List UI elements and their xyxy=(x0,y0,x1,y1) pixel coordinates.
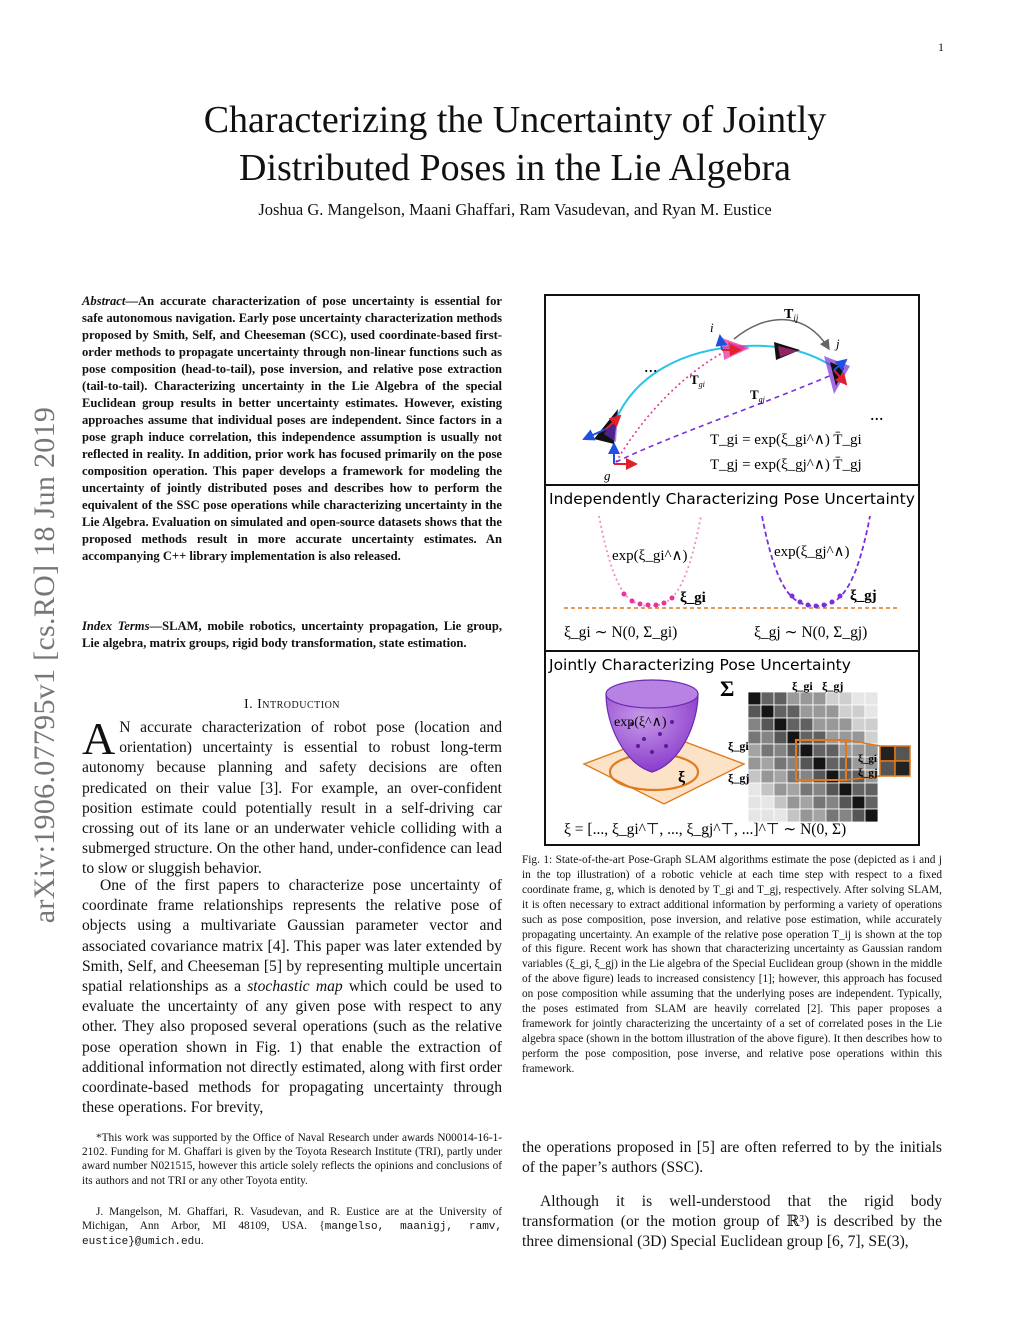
covariance-cell xyxy=(774,783,787,796)
covariance-cell xyxy=(800,718,813,731)
section-number: I. xyxy=(243,697,258,712)
covariance-cell xyxy=(787,770,800,783)
label-Tgi: $T_{gi}$ xyxy=(690,372,705,389)
covariance-cell xyxy=(826,731,839,744)
covariance-cell xyxy=(826,770,839,783)
covariance-cell xyxy=(800,757,813,770)
xi-gi-label: ξ_gi xyxy=(680,590,706,606)
sigma-label: Σ xyxy=(720,676,735,701)
index-terms-text: —SLAM, mobile robotics, uncertainty propagation, Lie group, Lie algebra, matrix groups, rigid body transformation, state estimation. xyxy=(82,619,502,650)
covariance-cell xyxy=(813,783,826,796)
exp-gj: exp(ξ_gj^∧) xyxy=(774,544,850,560)
covariance-cell xyxy=(839,705,852,718)
covariance-cell xyxy=(787,718,800,731)
covariance-cell xyxy=(852,705,865,718)
covariance-cell xyxy=(839,718,852,731)
covariance-cell xyxy=(839,783,852,796)
covariance-cell xyxy=(800,770,813,783)
covariance-cell xyxy=(800,796,813,809)
index-terms xyxy=(82,618,502,652)
footnote-affiliation-end: . xyxy=(200,1235,204,1248)
covariance-cell xyxy=(813,757,826,770)
figure-caption: Fig. 1: State-of-the-art Pose-Graph SLAM algorithms estimate the pose (depicted as i and j in the top illustration) of a robotic vehicle at each time step with respect to a fixed coordinate frame, g, which is denoted by T_gi and T_gj, respectively. After solving SLAM, it is often necessary to extract additional information by performing a variety of operations such as pose composition, pose inversion, and relative pose estimation, while accurately propagating uncertainty. An example of the relative pose operation T_ij is shown at the top of this figure. Recent work has shown that characterizing uncertainty as Gaussian random variables (ξ_gi, ξ_gj) in the Lie algebra of the Special Euclidean group (shown in the middle of the above figure) leads to increased consistency [1]; however, this approach has focused on pose composition while assuming that the underlying poses are independent. Typically, the poses estimated from SLAM are heavily correlated [2]. This paper proposes a framework for jointly characterizing the uncertainty of a set of correlated poses in the Lie algebra space (shown in the bottom illustration of the above figure). It then describes how to perform the pose composition, pose inverse, and relative pose operations within this framework. xyxy=(522,854,942,1075)
covariance-cell xyxy=(774,744,787,757)
covariance-cell xyxy=(787,692,800,705)
covariance-cell xyxy=(800,744,813,757)
covariance-cell xyxy=(800,705,813,718)
samples-gj xyxy=(790,594,843,609)
covariance-cell xyxy=(748,770,761,783)
covariance-cell xyxy=(813,692,826,705)
abstract-text: —An accurate characterization of pose uncertainty is essential for safe autonomous navigation. Early pose uncertainty characterization methods proposed by Smith, Self, and Cheeseman (SCC), used coordinate-based first-order methods to propagate uncertainty through non-linear functions such as pose composition (head-to-tail), pose inversion, and relative pose extraction (tail-to-tail). Characterizing uncertainty in the Lie Algebra of the special Euclidean group results in better uncertainty estimates. However, existing approaches assume that individual poses are independent. Since factors in a pose graph induce correlation, this independence assumption is usually not reflected in reality. In addition, prior work has focused primarily on the pose composition operation. This paper develops a framework for modeling the uncertainty of jointly distributed poses and describes how to perform the equivalent of the SSC pose operations while characterizing uncertainty in the Lie Algebra. Evaluation on simulated and open-source datasets shows that the proposed methods result in more accurate uncertainty estimates. An accompanying C++ library implementation is also released. xyxy=(82,294,502,563)
covariance-cell xyxy=(774,796,787,809)
covariance-cell xyxy=(800,731,813,744)
samples-gi xyxy=(622,592,675,608)
label-j: j xyxy=(836,336,840,351)
covariance-cell xyxy=(852,692,865,705)
covariance-cell xyxy=(826,757,839,770)
covariance-cell xyxy=(800,692,813,705)
bowl-rim xyxy=(606,680,698,708)
covariance-cell xyxy=(787,731,800,744)
covariance-cell xyxy=(761,705,774,718)
covariance-cell xyxy=(865,731,878,744)
covariance-cell xyxy=(839,692,852,705)
covariance-cell xyxy=(774,757,787,770)
intro-paragraph-2 xyxy=(82,876,502,1118)
covariance-cell xyxy=(865,796,878,809)
intro-p2-part-a: One of the first papers to characterize pose uncertainty of coordinate frame relationships represents the relative pose of objects using a multivariate Gaussian parameter vector and associated covariance matrix [4]. This paper was later extended by Smith, Self, and Cheeseman [5] by representing multiple uncertain spatial relationships as a xyxy=(82,877,502,996)
footnote-affiliation-text: J. Mangelson, M. Ghaffari, R. Vasudevan, and R. Eustice are at the University of Michigan, Ann Arbor, MI 48109, USA. { xyxy=(82,1206,502,1233)
zoom-label-gj: ξ_gj xyxy=(858,767,878,779)
paper-title xyxy=(120,96,910,192)
covariance-cell xyxy=(748,757,761,770)
path-Tgj xyxy=(616,374,834,462)
covariance-cell xyxy=(852,783,865,796)
panel-middle-title: Independently Characterizing Pose Uncertainty xyxy=(549,490,915,508)
covariance-cell xyxy=(826,718,839,731)
col-label-gi: ξ_gi xyxy=(792,679,813,693)
arxiv-stamp-text: arXiv:1906.07795v1 [cs.RO] 18 Jun 2019 xyxy=(28,406,61,924)
zoom-cell-3 xyxy=(880,761,895,776)
covariance-cell xyxy=(748,692,761,705)
index-terms-label: Index Terms xyxy=(82,619,150,633)
covariance-cell xyxy=(852,796,865,809)
path-Tgi xyxy=(616,352,724,462)
intro-p2-part-b: which could be used to evaluate the uncertainty of any given pose with respect to any other. They also proposed several operations (such as the relative pose operation shown in Fig. 1) that enable the extraction of additional information not directly estimated, along with first order coordinate-based methods for propagating uncertainty through these operations. For brevity, xyxy=(82,978,502,1117)
covariance-cell xyxy=(852,809,865,822)
covariance-cell xyxy=(865,705,878,718)
label-g: g xyxy=(604,468,611,483)
covariance-cell xyxy=(761,744,774,757)
covariance-cell xyxy=(826,744,839,757)
panel-bottom-title: Jointly Characterizing Pose Uncertainty xyxy=(549,656,851,674)
abstract-label: Abstract xyxy=(82,294,126,308)
covariance-cell xyxy=(748,705,761,718)
covariance-cell xyxy=(865,783,878,796)
covariance-cell xyxy=(813,770,826,783)
label-Tgj: $T_{gj}$ xyxy=(750,387,765,404)
exp-xi: exp(ξ^∧) xyxy=(614,715,667,730)
right-paragraph-2: Although it is well-understood that the rigid body transformation (or the motion group of ℝ³) is described by the three dimensional (3D) Special Euclidean group [6, 7], SE(3), xyxy=(522,1193,942,1251)
right-paragraph-1: the operations proposed in [5] are often referred to by the initials of the paper’s authors (SSC). xyxy=(522,1139,942,1177)
abstract xyxy=(82,293,502,565)
covariance-cell xyxy=(761,796,774,809)
covariance-cell xyxy=(774,731,787,744)
dist-gj: ξ_gj ∼ N(0, Σ_gj) xyxy=(754,624,868,641)
exp-gi: exp(ξ_gi^∧) xyxy=(612,548,688,564)
covariance-cell xyxy=(774,705,787,718)
covariance-cell xyxy=(813,744,826,757)
col-label-gj: ξ_gj xyxy=(822,679,844,693)
covariance-cell xyxy=(761,692,774,705)
dots-right: ... xyxy=(870,404,884,424)
arxiv-stamp xyxy=(24,355,66,975)
covariance-cell xyxy=(826,692,839,705)
covariance-cell xyxy=(865,718,878,731)
covariance-cell xyxy=(865,809,878,822)
covariance-cell xyxy=(761,731,774,744)
covariance-cell xyxy=(761,783,774,796)
dist-gi: ξ_gi ∼ N(0, Σ_gi) xyxy=(564,624,678,641)
dots-left: ... xyxy=(644,356,658,376)
covariance-cell xyxy=(761,718,774,731)
zoom-cell-2 xyxy=(895,746,910,761)
panel-middle xyxy=(549,490,915,641)
footnote-affiliation xyxy=(82,1205,502,1250)
covariance-cell xyxy=(748,796,761,809)
panel-bottom xyxy=(548,656,910,838)
zoom-cell-1 xyxy=(880,746,895,761)
equation-Tgi: T_gi = exp(ξ_gi^∧) T̄_gi xyxy=(710,432,862,448)
title-line-2: Distributed Poses in the Lie Algebra xyxy=(239,147,791,189)
covariance-cell xyxy=(748,718,761,731)
covariance-cell xyxy=(800,783,813,796)
xi-gj-label: ξ_gj xyxy=(850,588,877,604)
xi-plane-label: ξ xyxy=(678,769,686,786)
covariance-cell xyxy=(787,796,800,809)
row-label-gi: ξ_gi xyxy=(728,739,749,753)
label-Tij: $T_{ij}$ xyxy=(784,307,799,323)
zoom-label-gi: ξ_gi xyxy=(858,753,877,765)
covariance-cell xyxy=(826,783,839,796)
title-line-1: Characterizing the Uncertainty of Jointly xyxy=(203,99,827,141)
intro-p2-emphasis: stochastic map xyxy=(247,978,343,996)
intro-paragraph-1-text: N accurate characterization of robot pose (location and orientation) uncertainty is essential to robust long-term autonomy because planning and safety decisions are often predicated on their value [3]. For example, an over-confident position estimate could potentially result in a self-driving car crossing out of its lane or an underwater vehicle colliding with a submerged structure. On the other hand, under-confidence can lead to slow or sluggish behavior. xyxy=(82,719,502,878)
covariance-cell xyxy=(748,783,761,796)
covariance-cell xyxy=(787,783,800,796)
covariance-cell xyxy=(813,718,826,731)
zoom-cell-4 xyxy=(895,761,910,776)
covariance-cell xyxy=(761,770,774,783)
covariance-cell xyxy=(826,705,839,718)
section-heading xyxy=(82,697,502,713)
covariance-cell xyxy=(839,796,852,809)
drop-cap: A xyxy=(82,713,116,764)
covariance-cell xyxy=(787,705,800,718)
covariance-cell xyxy=(813,705,826,718)
authors: Joshua G. Mangelson, Maani Ghaffari, Ram Vasudevan, and Ryan M. Eustice xyxy=(258,200,772,219)
footnote-emails: mangelso, maanigj, ramv, eustice}@umich.edu xyxy=(82,1221,502,1249)
covariance-cell xyxy=(852,718,865,731)
covariance-cell xyxy=(748,731,761,744)
intro-paragraph-1 xyxy=(82,713,502,880)
covariance-cell xyxy=(774,718,787,731)
row-label-gj: ξ_gj xyxy=(728,771,750,785)
covariance-cell xyxy=(865,692,878,705)
equation-Tgj: T_gj = exp(ξ_gj^∧) T̄_gj xyxy=(710,457,862,473)
covariance-cell xyxy=(761,757,774,770)
covariance-cell xyxy=(787,744,800,757)
label-i: i xyxy=(710,320,714,335)
figure-1 xyxy=(544,294,920,846)
covariance-cell xyxy=(787,757,800,770)
page-number: 1 xyxy=(938,40,944,54)
section-title: Introduction xyxy=(257,697,341,712)
panel-top xyxy=(584,307,884,483)
covariance-cell xyxy=(813,731,826,744)
covariance-cell xyxy=(774,770,787,783)
joint-distribution: ξ = [..., ξ_gi^⊤, ..., ξ_gj^⊤, ...]^⊤ ∼ N(0, Σ) xyxy=(564,821,847,838)
covariance-cell xyxy=(748,744,761,757)
covariance-cell xyxy=(774,692,787,705)
footnote-funding: *This work was supported by the Office of Naval Research under awards N00014-16-1-2102. Funding for M. Ghaffari is given by the Toyota Research Institute (TRI), partly under award number N021515, however this article solely reflects the opinions and conclusions of its authors and not TRI or any other Toyota entity. xyxy=(82,1132,502,1187)
covariance-cell xyxy=(826,796,839,809)
covariance-cell xyxy=(813,796,826,809)
